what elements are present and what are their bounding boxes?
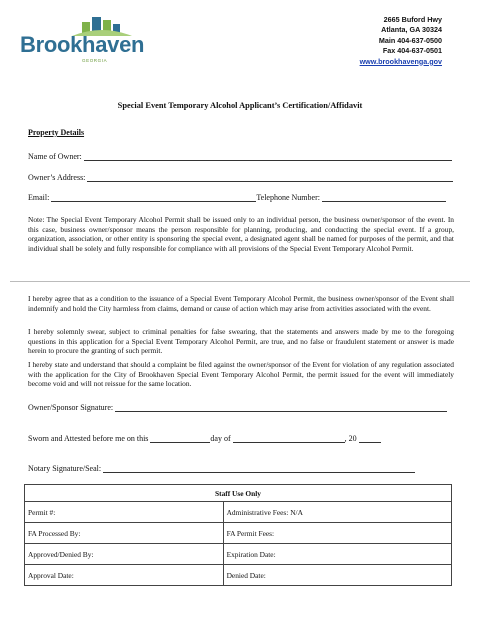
sworn-day-field[interactable]	[150, 433, 210, 443]
expiration-date-cell[interactable]: Expiration Date:	[223, 544, 451, 565]
staff-use-table	[24, 484, 452, 586]
city-logo	[20, 14, 145, 63]
table-row	[25, 523, 452, 544]
fax-number: Fax 404-637-0501	[382, 46, 442, 56]
email-field[interactable]	[51, 192, 256, 202]
address-line2: Atlanta, GA 30324	[381, 25, 442, 35]
notary-label: Notary Signature/Seal:	[28, 464, 102, 473]
main-phone: Main 404-637-0500	[378, 35, 442, 45]
owner-name-row	[28, 151, 452, 161]
fa-permit-fees-cell[interactable]: FA Permit Fees:	[223, 523, 451, 544]
contact-row	[28, 192, 446, 202]
table-row	[25, 544, 452, 565]
denied-date-cell[interactable]: Denied Date:	[223, 565, 451, 586]
owner-address-row	[28, 172, 453, 182]
owner-address-label: Owner’s Address:	[28, 173, 86, 182]
email-label: Email:	[28, 193, 50, 202]
sworn-year-field[interactable]	[359, 433, 381, 443]
approved-denied-cell[interactable]: Approved/Denied By:	[25, 544, 224, 565]
sworn-month-field[interactable]	[233, 433, 345, 443]
sworn-row	[28, 433, 381, 443]
owner-address-field[interactable]	[87, 172, 453, 182]
logo-subtitle: GEORGIA	[82, 58, 108, 63]
approval-date-cell[interactable]: Approval Date:	[25, 565, 224, 586]
note-paragraph: Note: The Special Event Temporary Alcohol Permit shall be issued only to an individual person, the business owner/sponsor of the event. In this case, business owner/sponsor means the person responsible for planning, producing, and conducting the special event. If a group, organization, association, or other entity is sponsoring the special event, a designated agent shall be named for purposes of the permit, and that individual shall be solely and fully responsible for compliance with all provisions of the Special Event Temporary Alcohol Permit.	[28, 215, 454, 253]
form-title: Special Event Temporary Alcohol Applicant’s Certification/Affidavit	[117, 101, 363, 110]
staff-use-heading: Staff Use Only	[25, 485, 452, 502]
table-row	[25, 565, 452, 586]
notary-field[interactable]	[103, 463, 415, 473]
contact-block	[360, 15, 442, 67]
signature-field[interactable]	[115, 402, 447, 412]
day-of-label: day of	[210, 434, 231, 443]
admin-fees-cell[interactable]: Administrative Fees: N/A	[223, 502, 451, 523]
address-line1: 2665 Buford Hwy	[383, 15, 442, 24]
owner-name-label: Name of Owner:	[28, 152, 82, 161]
signature-row	[28, 402, 447, 412]
permit-number-cell[interactable]: Permit #:	[25, 502, 224, 523]
website-link[interactable]: www.brookhavenga.gov	[359, 56, 442, 66]
table-row	[25, 502, 452, 523]
notary-row	[28, 463, 415, 473]
swear-paragraph: I hereby solemnly swear, subject to criminal penalties for false swearing, that the statements and answers made by me to the foregoing questions in this application for a Special Event Temporary Alcohol Permit, are true, and no false or fraudulent statement or answer is made herein to procure the granting of such permit.	[28, 327, 454, 356]
owner-name-field[interactable]	[84, 151, 452, 161]
year-label: , 20	[344, 434, 357, 443]
complaint-paragraph: I hereby state and understand that should a complaint be filed against the owner/sponsor of the Event for violation of any regulation associated with the application for the City of Brookhaven Special Event Temporary Alcohol Permit, the permit issued for the event will immediately become void and will not reissue for the same location.	[28, 360, 454, 389]
property-details-heading: Property Details	[28, 128, 85, 137]
indemnify-paragraph: I hereby agree that as a condition to the issuance of a Special Event Temporary Alcohol Permit, the business owner/sponsor of the Event shall indemnify and hold the City harmless from claims, demand or cause of action which may arise from activities associated with the event.	[28, 294, 454, 313]
signature-label: Owner/Sponsor Signature:	[28, 403, 114, 412]
phone-field[interactable]	[322, 192, 446, 202]
section-divider	[10, 281, 470, 282]
logo-wordmark: Brookhaven	[20, 32, 145, 57]
sworn-label: Sworn and Attested before me on this	[28, 434, 149, 443]
phone-label: Telephone Number:	[256, 193, 320, 202]
fa-processed-cell[interactable]: FA Processed By:	[25, 523, 224, 544]
